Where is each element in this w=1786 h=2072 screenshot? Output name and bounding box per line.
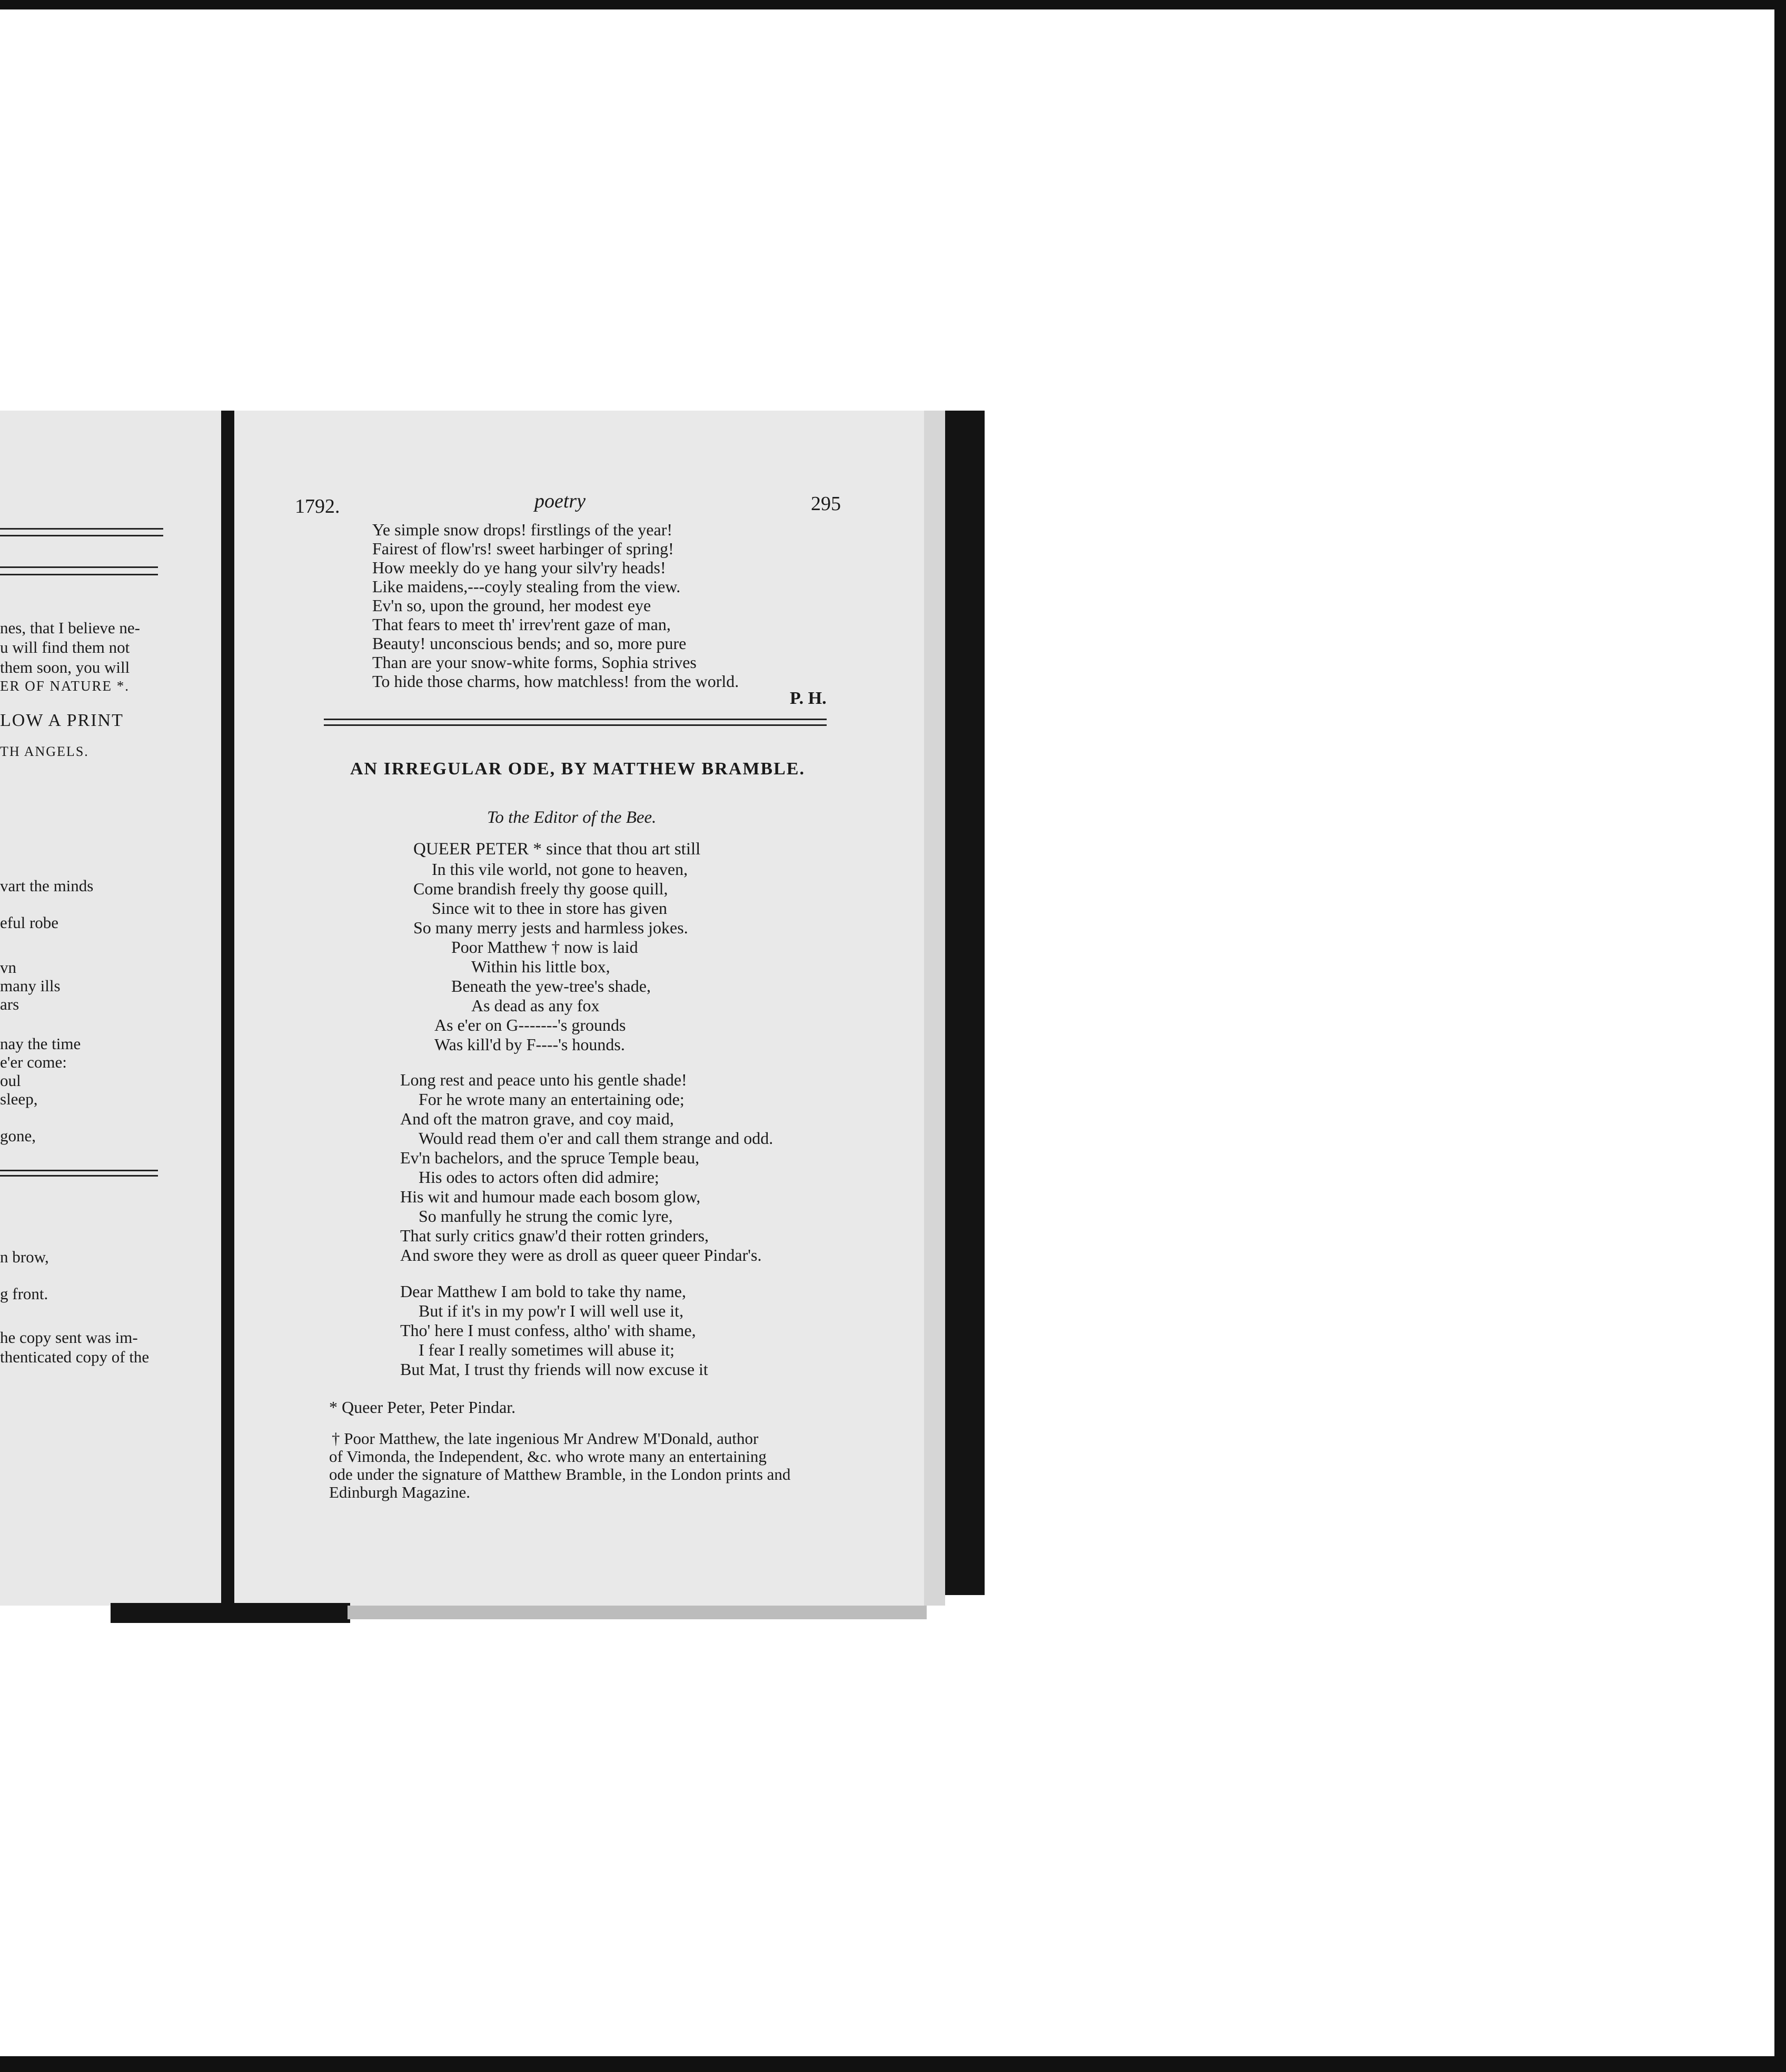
ode-line: So manfully he strung the comic lyre, [419,1207,673,1226]
footnote: Edinburgh Magazine. [329,1483,471,1501]
footnote: of Vimonda, the Independent, &c. who wrote many an entertaining [329,1447,767,1466]
left-text-line: gone, [0,1127,36,1145]
left-text-line: thenticated copy of the [0,1348,150,1366]
left-text-line: e'er come: [0,1053,67,1071]
ode-line: Tho' here I must confess, altho' with shame, [400,1321,696,1340]
left-rule-3 [0,566,158,568]
running-head-section: poetry [534,490,586,512]
left-text-line: n brow, [0,1248,49,1266]
ode-line: Long rest and peace unto his gentle shade! [400,1070,687,1089]
left-rule-4 [0,574,158,575]
book-bottom-edge [111,1603,350,1623]
ode-title: AN IRREGULAR ODE, BY MATTHEW BRAMBLE. [350,759,805,779]
poem-line: Like maidens,---coyly stealing from the view. [372,577,681,596]
ode-dedication: To the Editor of the Bee. [487,808,657,827]
ode-line: Ev'n bachelors, and the spruce Temple beau, [400,1148,700,1167]
poem-line: That fears to meet th' irrev'rent gaze of man, [372,615,671,634]
ode-line: So many merry jests and harmless jokes. [413,918,688,937]
poem-line: Ye simple snow drops! firstlings of the year! [372,520,673,539]
ode-line: QUEER PETER * since that thou art still [413,840,701,859]
left-rule-2 [0,535,163,536]
left-text-line: he copy sent was im- [0,1328,138,1347]
scan-frame-top [0,0,1786,9]
ode-line: As dead as any fox [471,996,600,1015]
left-rule-1 [0,528,163,530]
ode-line: His wit and humour made each bosom glow, [400,1187,701,1206]
right-page [234,411,927,1606]
ode-line: For he wrote many an entertaining ode; [419,1090,684,1109]
left-text-line: nay the time [0,1034,81,1053]
left-text-line: oul [0,1071,21,1090]
ode-line: Dear Matthew I am bold to take thy name, [400,1282,686,1301]
ode-line: Within his little box, [471,957,610,976]
ode-line: Was kill'd by F----'s hounds. [434,1035,625,1054]
footnote: ode under the signature of Matthew Bramble, in the London prints and [329,1465,791,1483]
left-text-line: them soon, you will [0,658,130,676]
ode-line: Would read them o'er and call them strange and odd. [419,1129,773,1148]
scan-frame-right [1774,0,1786,2072]
left-text-line: nes, that I believe ne- [0,619,140,637]
poem-signature: P. H. [790,689,827,708]
ode-line: Beneath the yew-tree's shade, [451,977,651,995]
ode-line: I fear I really sometimes will abuse it; [419,1340,675,1359]
left-rule-5 [0,1170,158,1171]
page-fore-edge [924,411,945,1606]
ode-line: That surly critics gnaw'd their rotten grinders, [400,1226,709,1245]
poem-line: To hide those charms, how matchless! from the world. [372,672,739,691]
left-rule-6 [0,1175,158,1177]
ode-line: But if it's in my pow'r I will well use it, [419,1301,684,1320]
left-text-line: vart the minds [0,876,94,895]
ode-line: And swore they were as droll as queer queer Pindar's. [400,1246,762,1264]
ode-line: And oft the matron grave, and coy maid, [400,1109,674,1128]
left-text-line: many ills [0,977,61,995]
poem-line: How meekly do ye hang your silv'ry heads! [372,558,666,577]
ode-line: As e'er on G-------'s grounds [434,1015,626,1034]
ode-line: Come brandish freely thy goose quill, [413,879,668,898]
left-text-line: ER OF NATURE *. [0,678,130,694]
ode-line: Poor Matthew † now is laid [451,938,638,957]
left-text-line: g front. [0,1284,48,1303]
left-subheading: TH ANGELS. [0,744,89,759]
ode-line: In this vile world, not gone to heaven, [432,860,688,879]
left-heading: LOW A PRINT [0,711,124,730]
running-head-year: 1792. [295,495,340,517]
left-text-line: eful robe [0,913,59,932]
page-number: 295 [811,493,841,515]
poem-line: Beauty! unconscious bends; and so, more pure [372,634,687,653]
poem-line: Fairest of flow'rs! sweet harbinger of spring! [372,539,674,558]
ode-line: His odes to actors often did admire; [419,1168,659,1187]
left-page [0,411,224,1606]
footnote: † Poor Matthew, the late ingenious Mr Andrew M'Donald, author [332,1429,759,1448]
book-cover-edge [945,411,985,1595]
section-divider [324,719,827,726]
left-text-line: vn [0,958,16,977]
poem-line: Ev'n so, upon the ground, her modest eye [372,596,651,615]
footnote: * Queer Peter, Peter Pindar. [329,1398,516,1417]
left-text-line: sleep, [0,1090,38,1108]
ode-line: Since wit to thee in store has given [432,899,668,918]
poem-line: Than are your snow-white forms, Sophia strives [372,653,697,672]
ode-line: But Mat, I trust thy friends will now excuse it [400,1360,708,1379]
book-bottom-shadow [348,1606,927,1619]
open-book [0,390,990,1632]
left-text-line: u will find them not [0,638,130,656]
scan-frame-bottom [0,2056,1786,2072]
left-text-line: ars [0,995,19,1013]
